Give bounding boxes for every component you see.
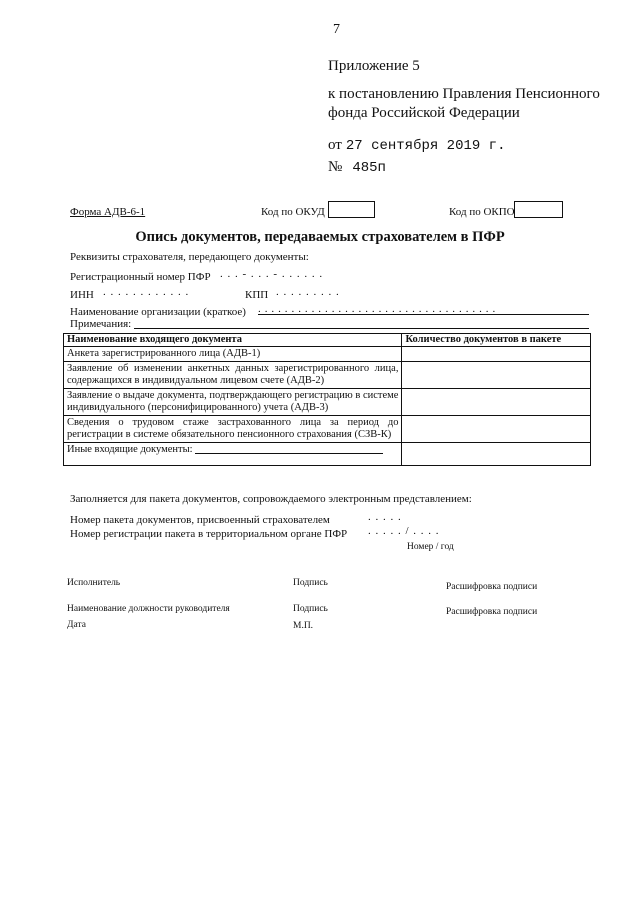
package-number-field[interactable]: . . . . . <box>368 511 402 523</box>
document-title: Опись документов, передаваемых страхователем в ПФР <box>135 229 505 245</box>
table-row <box>64 416 591 443</box>
column-header-document: Наименование входящего документа <box>64 334 402 347</box>
table-row <box>64 347 591 362</box>
kpp-label: КПП <box>245 289 269 301</box>
number-prefix: № <box>328 159 343 175</box>
document-count-cell[interactable] <box>402 347 591 362</box>
table-row <box>64 443 591 466</box>
document-name: Заявление о выдаче документа, подтверждающего регистрацию в системе индивидуального (персонифицированного) учета (АДВ-3) <box>64 389 402 416</box>
other-documents-cell <box>64 443 402 466</box>
document-name: Иные входящие документы: <box>67 444 193 455</box>
documents-table <box>63 333 591 466</box>
requisites-heading: Реквизиты страхователя, передающего документы: <box>70 251 309 263</box>
reg-number-label: Регистрационный номер ПФР <box>70 271 211 283</box>
date-label: Дата <box>67 620 86 630</box>
signature-decode-1: Расшифровка подписи <box>446 582 538 592</box>
signature-label-2: Подпись <box>293 604 328 614</box>
form-name: Форма АДВ-6-1 <box>70 206 146 218</box>
appendix-title: Приложение 5 <box>328 58 420 74</box>
table-row <box>64 362 591 389</box>
electronic-heading: Заполняется для пакета документов, сопровождаемого электронным представлением: <box>70 493 472 505</box>
registration-field[interactable]: . . . . . / . . . . <box>368 525 440 537</box>
document-count-cell[interactable] <box>402 389 591 416</box>
org-name-underline <box>258 314 589 315</box>
executor-label: Исполнитель <box>67 578 121 588</box>
page-number: 7 <box>333 22 340 37</box>
table-header-row <box>64 334 591 347</box>
registration-label: Номер регистрации пакета в территориальном органе ПФР <box>70 528 348 540</box>
decree-line-2: фонда Российской Федерации <box>328 105 520 121</box>
registration-caption: Номер / год <box>407 542 454 552</box>
package-number-label: Номер пакета документов, присвоенный страхователем <box>70 514 330 526</box>
document-count-cell[interactable] <box>402 443 591 466</box>
okud-label: Код по ОКУД <box>261 206 325 218</box>
table-row <box>64 389 591 416</box>
decree-number <box>328 158 386 176</box>
document-count-cell[interactable] <box>402 362 591 389</box>
okud-code-box[interactable] <box>328 201 375 218</box>
document-name: Сведения о трудовом стаже застрахованного лица за период до регистрации в системе обязательного пенсионного страхования (СЗВ-К) <box>64 416 402 443</box>
document-name: Заявление об изменении анкетных данных зарегистрированного лица, содержащихся в индивидуальном лицевом счете (АДВ-2) <box>64 362 402 389</box>
okpo-code-box[interactable] <box>514 201 563 218</box>
decree-line-1: к постановлению Правления Пенсионного <box>328 86 600 102</box>
notes-label: Примечания: <box>70 318 132 330</box>
org-name-label: Наименование организации (краткое) <box>70 306 246 318</box>
signature-decode-2: Расшифровка подписи <box>446 607 538 617</box>
org-name-field[interactable]: . . . . . . . . . . . . . . . . . . . . . . . . . . . . . . . . . . . . <box>258 303 496 315</box>
column-header-count: Количество документов в пакете <box>402 334 591 347</box>
kpp-field[interactable]: . . . . . . . . . <box>276 286 340 298</box>
stamp-label: М.П. <box>293 621 314 631</box>
okpo-label: Код по ОКПО <box>449 206 515 218</box>
decree-reference <box>328 85 600 123</box>
notes-underline <box>134 328 589 329</box>
document-name: Анкета зарегистрированного лица (АДВ-1) <box>64 347 402 362</box>
other-documents-underline[interactable] <box>195 453 383 454</box>
decree-date <box>328 136 506 154</box>
inn-field[interactable]: . . . . . . . . . . . . <box>103 286 190 298</box>
date-value: 27 сентября 2019 г. <box>345 138 506 154</box>
signature-label-1: Подпись <box>293 578 328 588</box>
document-count-cell[interactable] <box>402 416 591 443</box>
head-position-label: Наименование должности руководителя <box>67 604 230 614</box>
date-prefix: от <box>328 137 342 153</box>
reg-number-field[interactable]: . . . - . . . - . . . . . . <box>220 268 324 280</box>
number-value: 485п <box>352 160 386 176</box>
inn-label: ИНН <box>70 289 94 301</box>
